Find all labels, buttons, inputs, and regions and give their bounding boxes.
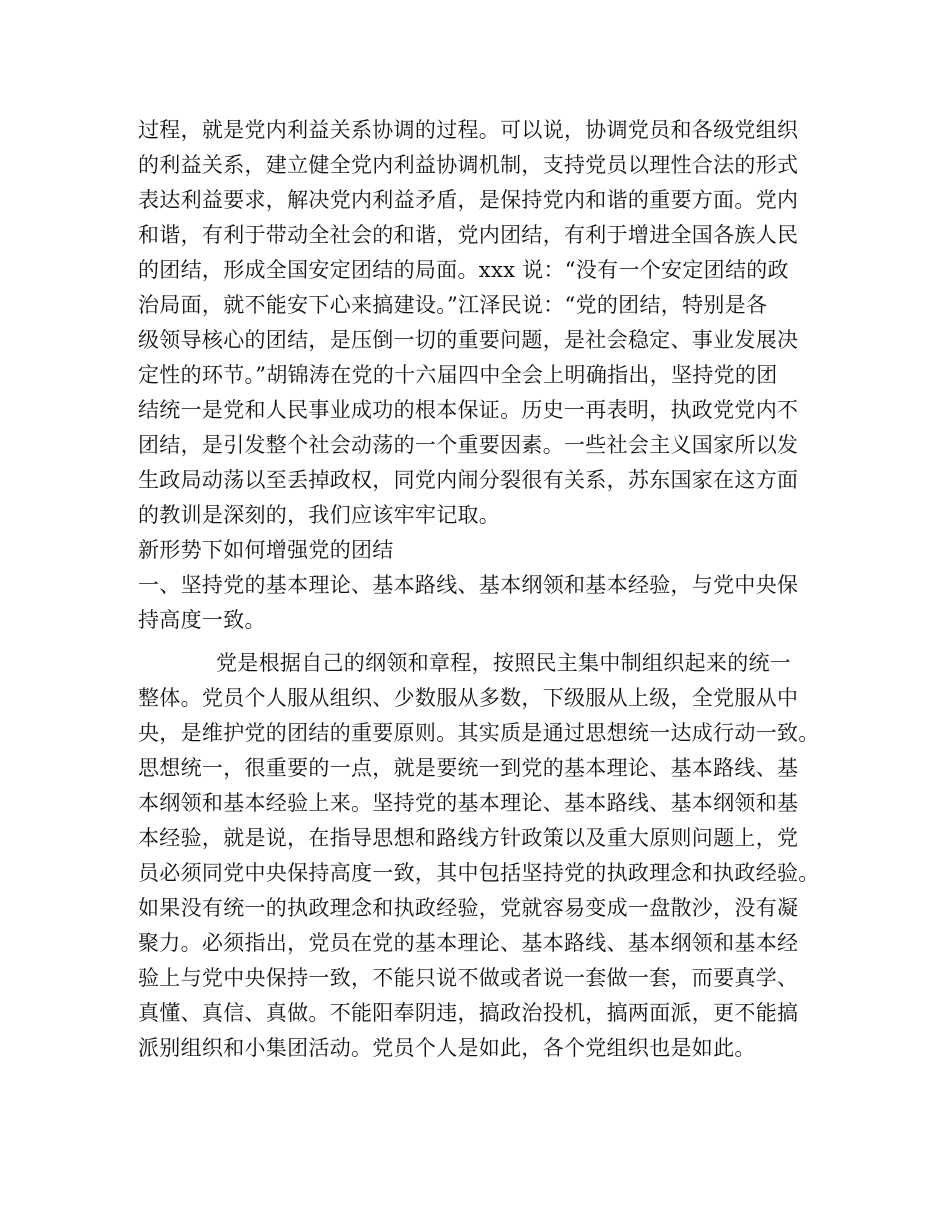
paragraph-line: 的教训是深刻的，我们应该牢牢记取。 [138,503,501,527]
paragraph-line: 治局面，就不能安下心来搞建设。”江泽民说：“党的团结，特别是各 [138,293,768,317]
paragraph-line: 团结，是引发整个社会动荡的一个重要因素。一些社会主义国家所以发 [138,433,799,457]
paragraph-line: 的团结，形成全国安定团结的局面。xxx 说：“没有一个安定团结的政 [138,258,789,282]
paragraph-line: 思想统一，很重要的一点，就是要统一到党的基本理论、基本路线、基 [138,756,799,780]
paragraph-line: 央，是维护党的团结的重要原则。其实质是通过思想统一达成行动一致。 [138,721,820,745]
document-body [138,113,838,1066]
paragraph-line: 级领导核心的团结，是压倒一切的重要问题，是社会稳定、事业发展决 [138,328,799,352]
paragraph-line: 生政局动荡以至丢掉政权，同党内闹分裂很有关系，苏东国家在这方面 [138,468,799,492]
paragraph-line: 整体。党员个人服从组织、少数服从多数，下级服从上级，全党服从中 [138,686,799,710]
paragraph-2 [138,646,838,1066]
paragraph-line: 的利益关系，建立健全党内利益协调机制，支持党员以理性合法的形式 [138,153,799,177]
paragraph-line: 真懂、真信、真做。不能阳奉阴违，搞政治投机，搞两面派，更不能搞 [138,1001,799,1025]
paragraph-line: 本纲领和基本经验上来。坚持党的基本理论、基本路线、基本纲领和基 [138,791,799,815]
paragraph-line: 过程，就是党内利益关系协调的过程。可以说，协调党员和各级党组织 [138,118,799,142]
paragraph-line: 表达利益要求，解决党内利益矛盾，是保持党内和谐的重要方面。党内 [138,188,799,212]
paragraph-line: 聚力。必须指出，党员在党的基本理论、基本路线、基本纲领和基本经 [138,931,799,955]
subheading-line: 一、坚持党的基本理论、基本路线、基本纲领和基本经验，与党中央保 [138,573,799,597]
subheading [138,568,838,638]
paragraph-line: 如果没有统一的执政理念和执政经验，党就容易变成一盘散沙，没有凝 [138,896,799,920]
paragraph-line: 员必须同党中央保持高度一致，其中包括坚持党的执政理念和执政经验。 [138,861,820,885]
paragraph-line: 验上与党中央保持一致，不能只说不做或者说一套做一套，而要真学、 [138,966,799,990]
paragraph-line: 结统一是党和人民事业成功的根本保证。历史一再表明，执政党党内不 [138,398,799,422]
paragraph-line: 派别组织和小集团活动。党员个人是如此，各个党组织也是如此。 [138,1036,756,1060]
subheading-line: 持高度一致。 [138,608,266,632]
paragraph-first-line: 党是根据自己的纲领和章程，按照民主集中制组织起来的统一 [216,651,792,675]
paragraph-1 [138,113,838,533]
paragraph-line: 和谐，有利于带动全社会的和谐，党内团结，有利于增进全国各族人民 [138,223,799,247]
paragraph-line: 本经验，就是说，在指导思想和路线方针政策以及重大原则问题上，党 [138,826,799,850]
paragraph-line: 定性的环节。”胡锦涛在党的十六届四中全会上明确指出，坚持党的团 [138,363,778,387]
section-heading: 新形势下如何增强党的团结 [138,538,394,562]
